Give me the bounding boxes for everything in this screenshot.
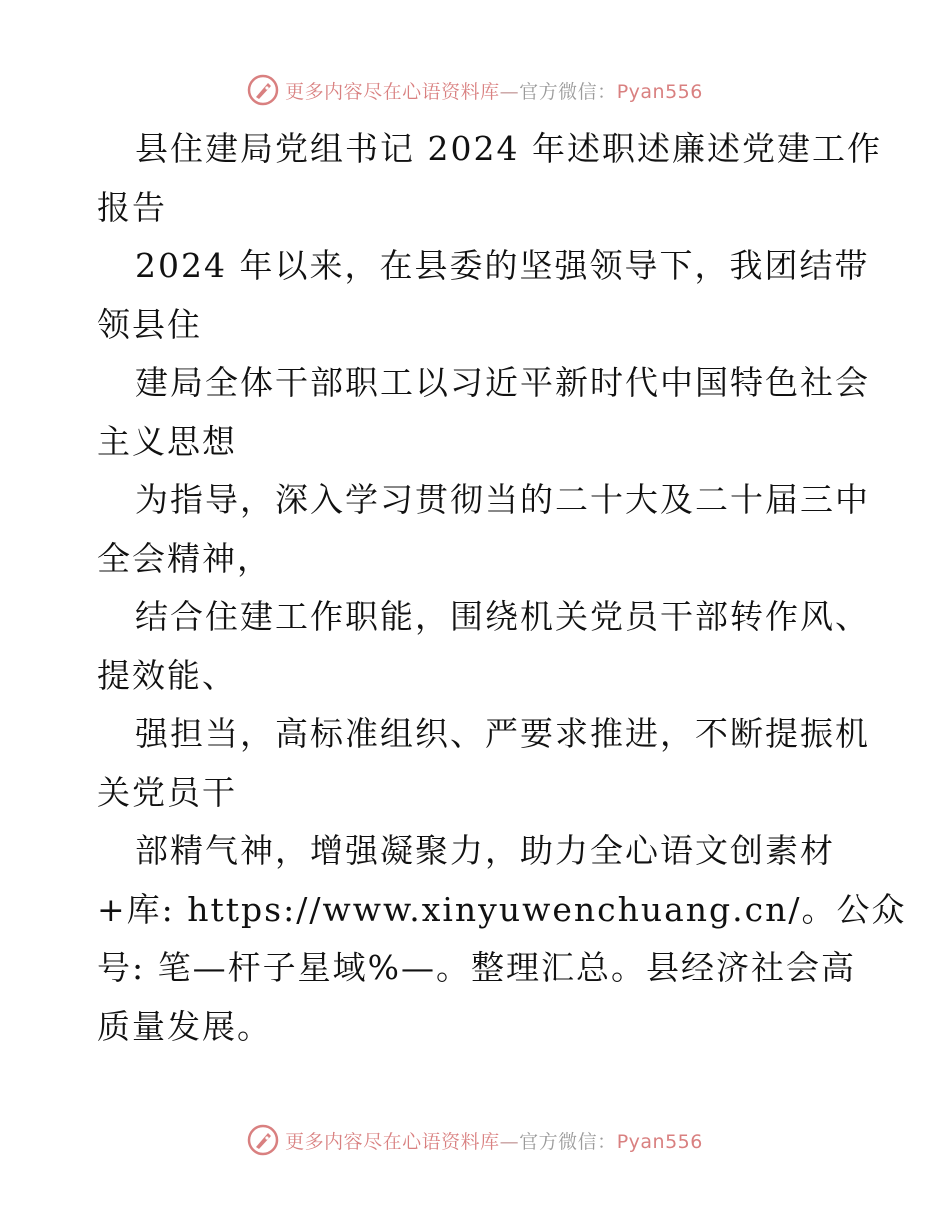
paragraph-line: 号: 笔—杆子星域%—。整理汇总。县经济社会高	[97, 948, 856, 987]
footer-watermark	[0, 1120, 950, 1160]
paragraph-line: 全会精神，	[97, 538, 272, 578]
watermark-main-text: 更多内容尽在心语资料库	[285, 80, 500, 103]
document-title-line-2: 报告	[97, 187, 167, 227]
watermark-wechat-label: 官方微信：	[519, 1130, 617, 1153]
watermark-wechat-id: Pyan556	[616, 80, 703, 103]
document-title-line-1: 县住建局党组书记 2024 年述职述廉述党建工作	[135, 129, 882, 168]
paragraph-line: 部精气神，增强凝聚力，助力全心语文创素材	[135, 831, 835, 870]
pen-nib-logo-icon	[247, 1124, 279, 1156]
paragraph-line: 2024 年以来，在县委的坚强领导下，我团结带	[135, 246, 870, 285]
paragraph-line: 强担当，高标准组织、严要求推进，不断提振机	[135, 714, 870, 753]
watermark-separator: —	[499, 1130, 520, 1153]
watermark-wechat-label: 官方微信：	[519, 80, 617, 103]
paragraph-line: 质量发展。	[97, 1006, 272, 1046]
watermark-wechat-id: Pyan556	[616, 1130, 703, 1153]
pen-nib-logo-icon	[247, 74, 279, 106]
paragraph-line: 领县住	[97, 304, 202, 344]
watermark-main-text: 更多内容尽在心语资料库	[285, 1130, 500, 1153]
document-body	[97, 120, 907, 1056]
paragraph-line: 主义思想	[97, 421, 237, 461]
paragraph-line: 建局全体干部职工以习近平新时代中国特色社会	[135, 363, 870, 402]
paragraph-line: +库: https://www.xinyuwenchuang.cn/。公众	[97, 889, 907, 929]
paragraph-line: 为指导，深入学习贯彻当的二十大及二十届三中	[135, 480, 870, 519]
paragraph-line: 结合住建工作职能，围绕机关党员干部转作风、	[135, 597, 870, 636]
paragraph-line: 关党员干	[97, 772, 237, 812]
paragraph-line: 提效能、	[97, 655, 237, 695]
watermark-separator: —	[499, 80, 520, 103]
header-watermark	[0, 70, 950, 110]
